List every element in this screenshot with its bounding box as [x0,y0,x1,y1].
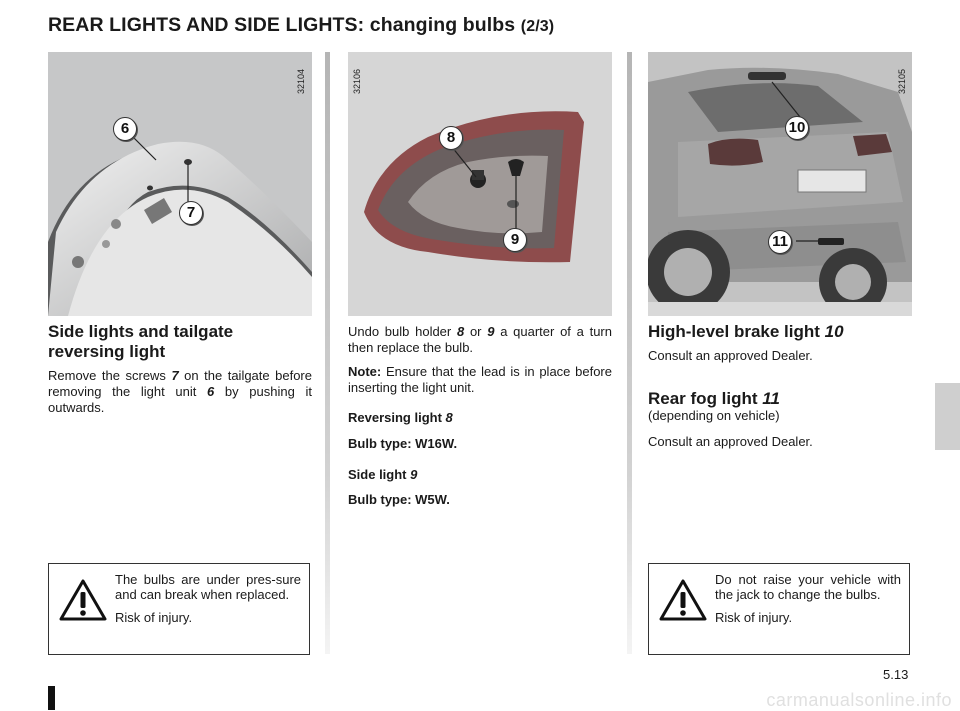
fog-light-text: Consult an approved Dealer. [648,434,813,449]
page-title: REAR LIGHTS AND SIDE LIGHTS: changing bulbs (2/3) [48,14,555,36]
tailgate-photo-ref: 32104 [296,68,306,94]
column-divider-left [325,52,330,654]
reversing-light-label: Reversing light 8 [348,410,453,425]
warning-box-jack [648,563,910,655]
warning-triangle-icon [659,578,707,622]
callout-10: 10 [785,116,809,140]
side-bulb-type: Bulb type: W5W. [348,492,450,507]
tailgate-photo [48,52,312,316]
fog-light-subtitle: (depending on vehicle) [648,408,780,423]
brake-light-text: Consult an approved Dealer. [648,348,813,363]
warning-box-bulbs [48,563,310,655]
side-lights-instructions: Remove the screws 7 on the tailgate before removing the light unit 6 by pushing it outwards. [48,368,312,415]
warning-triangle-icon [59,578,107,622]
page-number: 5.13 [883,667,909,682]
column-divider-right [627,52,632,654]
light-unit-photo-ref: 32106 [352,68,362,94]
corner-mark [48,686,55,710]
fog-light-heading: Rear fog light 11 [648,389,780,408]
note-paragraph: Note: Ensure that the lead is in place before inserting the light unit. [348,364,612,395]
reversing-bulb-type: Bulb type: W16W. [348,436,458,451]
watermark: carmanualsonline.info [766,690,952,710]
bulb-holder-instructions: Undo bulb holder 8 or 9 a quarter of a turn then replace the bulb. [348,324,612,355]
vehicle-rear-photo [648,52,912,316]
side-light-label: Side light 9 [348,467,418,482]
callout-11: 11 [768,230,792,254]
page-title-part: (2/3) [520,18,555,35]
callout-9: 9 [503,228,527,252]
callout-8: 8 [439,126,463,150]
light-unit-photo [348,52,612,316]
chapter-tab [935,383,960,450]
side-lights-heading: Side lights and tailgate reversing light [48,322,234,361]
brake-light-heading: High-level brake light 10 [648,322,844,341]
warning-text-jack: Do not raise your vehicle with the jack to change the bulbs. Risk of injury. [715,572,901,625]
vehicle-rear-photo-ref: 32105 [897,68,907,94]
callout-6: 6 [113,117,137,141]
callout-7: 7 [179,201,203,225]
warning-text-bulbs: The bulbs are under pres-sure and can break when replaced. Risk of injury. [115,572,301,625]
